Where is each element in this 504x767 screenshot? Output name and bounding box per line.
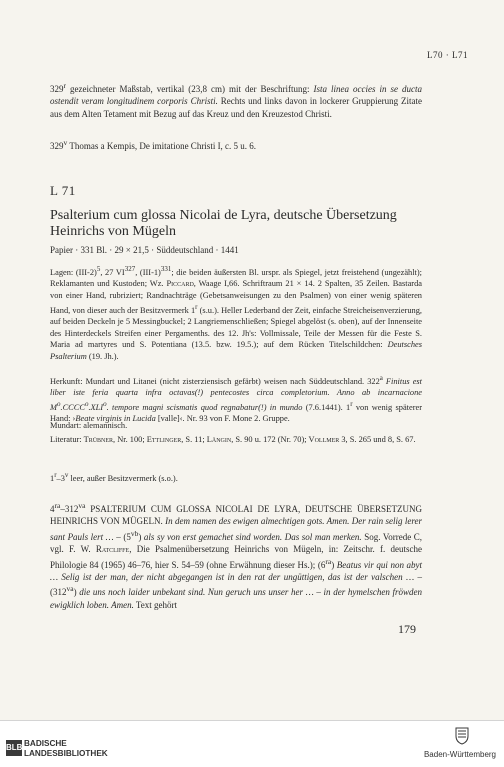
library-line2: LANDESBIBLIOTHEK (24, 748, 108, 758)
library-name[interactable] (24, 739, 108, 759)
running-head: L70 · L71 (427, 50, 468, 60)
note-329r: 329$^r$ gezeichneter Maßstab, vertikal (23,8 cm) mit der Beschriftung: Ista linea occies in se ducta ostendit veram longitudinem corporis Christi. Rechts und links davon in lockerer Gruppierung Zitate aus dem Alten Tetament mit Bezug auf das Kreuz und den Kreuzestod Christi. (50, 81, 423, 119)
coat-of-arms-icon (455, 727, 469, 745)
library-line1: BADISCHE (24, 739, 67, 748)
state-label: Baden-Württemberg (423, 750, 496, 759)
section-content: $4^{ra}-312^{va}$ PSALTERIUM CUM GLOSSA NICOLAI DE LYRA, DEUTSCHE ÜBERSETZUNG HEINRICHS VON MÜGELN. In dem namen des ewigen almechtigen gots. Amen. Der rain selig lerer sant Pauls lert … – $(5^{vb})$ als sy von erst gemachet sind worden. Das sol man merken. Sog. Vorrede C, vgl. F. W. Ratcliffe, Die Psalmenübersetzung Heinrichs von Mügeln, in: Zeitschr. f. deutsche Philologie 84 (1965) 46–76, hier S. 54–59 (ohne Erwähnung dieser Hs.); $(6^{ra})$ Beatus vir qui non abyt … Selig ist der man, der nicht abgegangen ist in den rat der ungüttigen, das ist der valschen … – $(312^{va})$ die uns noch laider unbekant sind. Nun geruch uns unser her … – in der hymelschen fröwden ewigklich loben. Amen. Text gehört (50, 501, 423, 610)
entry-meta: Papier · 331 Bl. · 29 × 21,5 · Süddeutschland · 1441 (50, 245, 239, 255)
section-mundart: Mundart: alemannisch. (50, 421, 128, 430)
entry-title: Psalterium cum glossa Nicolai de Lyra, deutsche Übersetzung Heinrichs von Mügeln (50, 208, 397, 239)
note-329v: 329$^v$ Thomas a Kempis, De imitatione Christi I, c. 5 u. 6. (50, 138, 257, 151)
section-lagen: Lagen: $(III-2)^5$, 27 VI$^{327}$, $(III-1)^{331}$; die beiden äußersten Bl. urspr. als Spiegel, jetzt freistehend (ungezählt); Reklamanten und Kustoden; Wz. Piccard, Waage I,66. Schriftraum 21 × 14. 2 Spalten, 35 Zeilen. Bastarda von einer Hand, rubriziert; Randnachträge (Gebetsanweisungen zu den Psalmen) von einer wenig späteren Hand, von dieser auch der Besitzvermerk 1$^r$ (s.u.). Heller Lederband der Zeit, einfache Streicheisenverzierung, auf beiden Deckeln je 5 Messingbuckel; 2 Langriemenschließen; Spiegel abgelöst (s. oben), auf der Innenseite des Hinterdeckels Streifen einer Pergamenths. des 12. Jh's: Vollmissale, Teile der Messen für die Feste S. Maria ad martyres und S. Potentiana (13.5. bzw. 19.5.); auf dem Rücken Titelschildchen: Deutsches Psalterium (19. Jh.). (50, 265, 423, 361)
section-leer: 1$^r$–3$^v$ leer, außer Besitzvermerk (s.o.). (50, 471, 178, 483)
section-literatur: Literatur: Trübner, Nr. 100; Ettlinger, S. 11; Längin, S. 90 u. 172 (Nr. 70); Vollmer 3, S. 265 und 8, S. 67. (50, 435, 416, 444)
entry-label: L 71 (50, 183, 76, 198)
page-number: 179 (398, 622, 416, 636)
blb-logo[interactable]: BLB (6, 740, 22, 756)
section-herkunft: Herkunft: Mundart und Litanei (nicht zisterziensisch gefärbt) weisen nach Süddeutschland. 322$^a$ Finitus est liber iste feria quarta infra octavas(!) pentecostes circa completorium. Anno ab incarnacione $M^o.CCCC^o.XLI^o$. tempore magni scismatis quod regnabatur(!) in mundo (7.6.1441). 1$^r$ von wenig späterer Hand: ›Beate virginis in Lucida [valle]‹. Nr. 93 von F. Mone 2. Gruppe. (50, 374, 423, 424)
